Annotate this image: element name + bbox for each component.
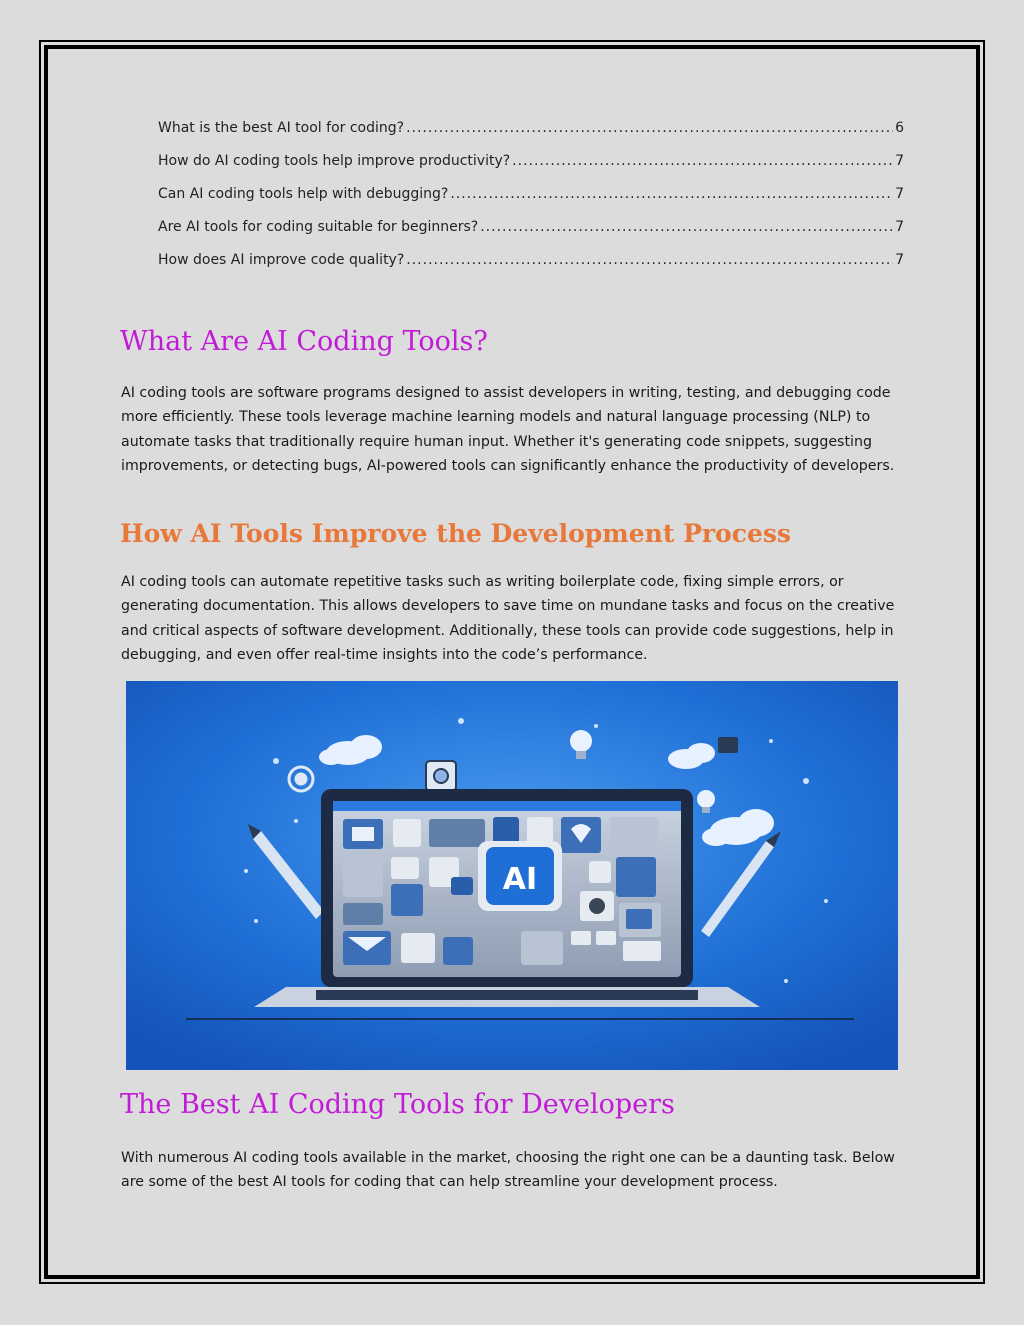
section-paragraph-what-are-ai-coding-tools: AI coding tools are software programs designed to assist developers in writing, testing, and debugging code more efficiently. These tools leverage machine learning models and natural language processing (NLP) to automate tasks that traditionally require human input. Whether it's generating code snippets, suggesting improvements, or detecting bugs, AI-powered tools can significantly enhance the productivity of developers. (121, 385, 895, 475)
app-tile (343, 857, 383, 897)
app-tile (623, 941, 661, 961)
toc-entry[interactable] (158, 252, 904, 285)
section-heading-how-ai-tools-improve: How AI Tools Improve the Development Process (120, 519, 791, 548)
toc-leader-dots (406, 120, 893, 136)
toc-entry[interactable] (158, 153, 904, 186)
toc-entry-title: How do AI coding tools help improve productivity? (158, 153, 511, 169)
section-heading-what-are-ai-coding-tools: What Are AI Coding Tools? (120, 326, 488, 357)
toc-leader-dots (480, 219, 893, 235)
app-tile (401, 933, 435, 963)
toc-leader-dots (406, 252, 893, 268)
app-tile (589, 861, 611, 883)
app-tile (391, 857, 419, 879)
laptop-keyboard (316, 990, 698, 1000)
toc-entry[interactable] (158, 186, 904, 219)
toc-entry-page: 6 (895, 120, 904, 136)
toc-entry[interactable] (158, 219, 904, 252)
app-tile (443, 937, 473, 965)
app-tile (521, 931, 563, 965)
ai-laptop-illustration (126, 681, 898, 1070)
app-tile (596, 931, 616, 945)
toc-entry-page: 7 (895, 153, 904, 169)
app-tile (429, 819, 485, 847)
toc-leader-dots (512, 153, 893, 169)
app-tile (393, 819, 421, 847)
toc-entry-page: 7 (895, 252, 904, 268)
app-tile (343, 903, 383, 925)
toc-entry-page: 7 (895, 186, 904, 202)
section-paragraph-best-ai-coding-tools: With numerous AI coding tools available in the market, choosing the right one can be a daunting task. Below are some of the best AI tools for coding that can help streamline your development process. (121, 1150, 895, 1191)
app-tile (527, 817, 553, 843)
app-tile (610, 817, 658, 853)
toc-entry-title: Can AI coding tools help with debugging? (158, 186, 449, 202)
app-tile (391, 884, 423, 916)
toc-entry-page: 7 (895, 219, 904, 235)
app-tile (571, 931, 591, 945)
gear-icon (589, 898, 605, 914)
section-heading-best-ai-coding-tools: The Best AI Coding Tools for Developers (120, 1089, 675, 1120)
table-of-contents (158, 120, 904, 285)
ground-line (186, 1018, 854, 1020)
section-paragraph-how-ai-tools-improve: AI coding tools can automate repetitive tasks such as writing boilerplate code, fixing simple errors, or generating documentation. This allows developers to save time on mundane tasks and focus on the creative and critical aspects of software development. Additionally, these tools can provide code suggestions, help in debugging, and even offer real-time insights into the code’s performance. (121, 574, 895, 664)
toc-entry-title: What is the best AI tool for coding? (158, 120, 405, 136)
app-tile (616, 857, 656, 897)
toc-leader-dots (450, 186, 893, 202)
app-tile (493, 817, 519, 843)
toc-entry-title: Are AI tools for coding suitable for beginners? (158, 219, 479, 235)
toc-entry-title: How does AI improve code quality? (158, 252, 405, 268)
app-tile (626, 909, 652, 929)
screen-title-bar (333, 801, 681, 811)
speech-bubble-icon (718, 737, 738, 753)
gear-icon (426, 761, 456, 791)
toc-entry[interactable] (158, 120, 904, 153)
app-tile (451, 877, 473, 895)
ai-chip-label: AI (502, 862, 538, 897)
app-tile (352, 827, 374, 841)
